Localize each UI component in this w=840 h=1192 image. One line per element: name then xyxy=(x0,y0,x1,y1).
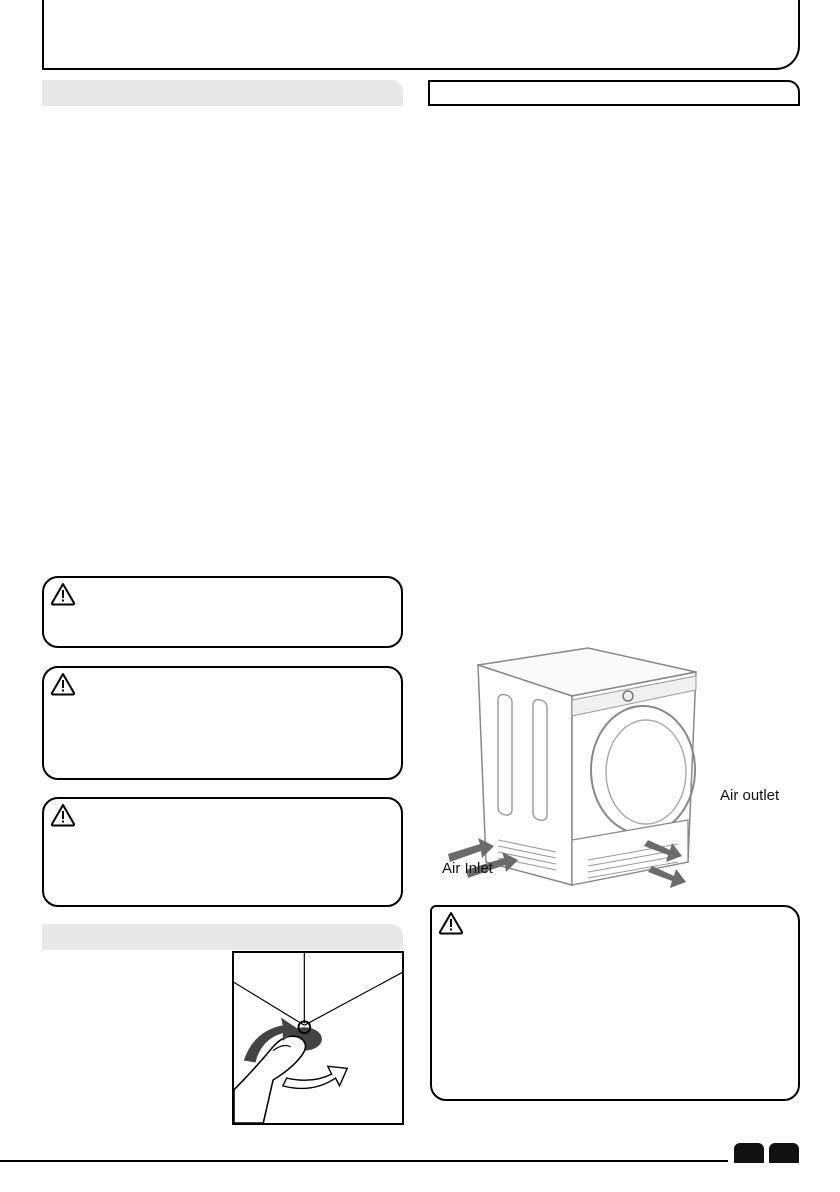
warning-box-4 xyxy=(430,905,800,1101)
page-number-tab xyxy=(734,1143,764,1163)
air-inlet-label: Air Inlet xyxy=(442,860,493,877)
warning-box-3 xyxy=(42,797,403,907)
warning-box-2 xyxy=(42,666,403,780)
warning-box-1 xyxy=(42,576,403,648)
foot-adjustment-illustration xyxy=(232,951,404,1125)
air-outlet-label: Air outlet xyxy=(720,787,780,804)
footer-rule xyxy=(0,1160,728,1162)
section-heading-left-top xyxy=(42,80,403,106)
warning-triangle-icon xyxy=(50,672,76,696)
warning-triangle-icon xyxy=(50,582,76,606)
header-frame xyxy=(42,0,800,70)
page-number-tab xyxy=(769,1143,799,1163)
section-heading-right-top xyxy=(428,80,800,106)
dryer-airflow-illustration xyxy=(438,640,818,900)
warning-triangle-icon xyxy=(438,911,464,935)
section-heading-left-bottom xyxy=(42,924,403,950)
warning-triangle-icon xyxy=(50,803,76,827)
